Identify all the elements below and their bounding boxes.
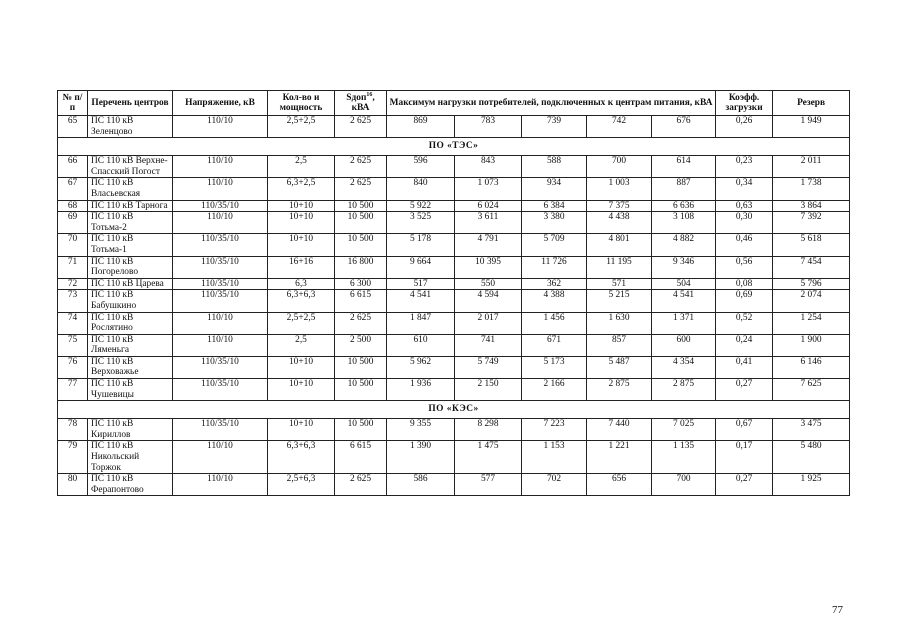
cell-load: 1 135 xyxy=(652,441,716,474)
cell-name: ПС 110 кВ Верховажье xyxy=(88,356,173,378)
cell-load: 588 xyxy=(522,156,587,178)
cell-load: 1 847 xyxy=(387,312,455,334)
section-title: ПО «ТЭС» xyxy=(58,138,850,156)
cell-num: 72 xyxy=(58,278,88,290)
cell-load: 1 456 xyxy=(522,312,587,334)
cell-load: 7 440 xyxy=(587,419,652,441)
cell-voltage: 110/35/10 xyxy=(173,278,268,290)
cell-load: 869 xyxy=(387,116,455,138)
cell-load: 5 173 xyxy=(522,356,587,378)
header-num: № п/п xyxy=(58,91,88,116)
cell-sdop: 2 625 xyxy=(335,116,387,138)
cell-load: 4 594 xyxy=(455,290,522,312)
header-name: Перечень центров xyxy=(88,91,173,116)
cell-reserve: 5 480 xyxy=(773,441,850,474)
cell-num: 70 xyxy=(58,234,88,256)
cell-reserve: 2 074 xyxy=(773,290,850,312)
cell-load: 7 223 xyxy=(522,419,587,441)
cell-coef: 0,26 xyxy=(716,116,773,138)
cell-coef: 0,46 xyxy=(716,234,773,256)
cell-num: 80 xyxy=(58,474,88,496)
cell-load: 700 xyxy=(587,156,652,178)
cell-load: 550 xyxy=(455,278,522,290)
cell-num: 78 xyxy=(58,419,88,441)
cell-load: 656 xyxy=(587,474,652,496)
cell-load: 586 xyxy=(387,474,455,496)
cell-name: ПС 110 кВ Тарнога xyxy=(88,200,173,212)
cell-load: 702 xyxy=(522,474,587,496)
cell-coef: 0,30 xyxy=(716,212,773,234)
cell-voltage: 110/35/10 xyxy=(173,256,268,278)
cell-coef: 0,56 xyxy=(716,256,773,278)
cell-sdop: 2 625 xyxy=(335,178,387,200)
header-max-load: Максимум нагрузки потребителей, подключенных к центрам питания, кВА xyxy=(387,91,716,116)
cell-num: 69 xyxy=(58,212,88,234)
cell-coef: 0,24 xyxy=(716,334,773,356)
cell-sdop: 6 615 xyxy=(335,441,387,474)
header-sdop-sup: 16 xyxy=(366,91,373,98)
table-row xyxy=(58,212,850,234)
cell-num: 74 xyxy=(58,312,88,334)
cell-sdop: 2 500 xyxy=(335,334,387,356)
cell-name: ПС 110 кВ Никольский Торжок xyxy=(88,441,173,474)
cell-load: 5 749 xyxy=(455,356,522,378)
header-row xyxy=(58,91,850,116)
cell-load: 840 xyxy=(387,178,455,200)
cell-load: 2 017 xyxy=(455,312,522,334)
cell-voltage: 110/10 xyxy=(173,474,268,496)
cell-load: 614 xyxy=(652,156,716,178)
cell-name: ПС 110 кВ Кириллов xyxy=(88,419,173,441)
cell-load: 843 xyxy=(455,156,522,178)
cell-load: 1 073 xyxy=(455,178,522,200)
cell-voltage: 110/35/10 xyxy=(173,234,268,256)
cell-load: 887 xyxy=(652,178,716,200)
cell-load: 739 xyxy=(522,116,587,138)
cell-load: 5 178 xyxy=(387,234,455,256)
section-title: ПО «КЭС» xyxy=(58,401,850,419)
cell-load: 4 791 xyxy=(455,234,522,256)
cell-name: ПС 110 кВ Зеленцово xyxy=(88,116,173,138)
header-sdop-tail: , кВА xyxy=(351,93,375,113)
cell-voltage: 110/10 xyxy=(173,441,268,474)
table-row xyxy=(58,441,850,474)
cell-coef: 0,23 xyxy=(716,156,773,178)
table-row xyxy=(58,200,850,212)
cell-voltage: 110/10 xyxy=(173,212,268,234)
section-row xyxy=(58,138,850,156)
cell-load: 5 487 xyxy=(587,356,652,378)
cell-load: 857 xyxy=(587,334,652,356)
header-voltage: Напряжение, кВ xyxy=(173,91,268,116)
cell-load: 6 024 xyxy=(455,200,522,212)
cell-voltage: 110/10 xyxy=(173,116,268,138)
cell-load: 577 xyxy=(455,474,522,496)
cell-load: 610 xyxy=(387,334,455,356)
cell-num: 71 xyxy=(58,256,88,278)
cell-load: 3 108 xyxy=(652,212,716,234)
cell-sdop: 10 500 xyxy=(335,419,387,441)
table-row xyxy=(58,256,850,278)
cell-load: 2 166 xyxy=(522,379,587,401)
cell-sdop: 10 500 xyxy=(335,212,387,234)
cell-load: 1 003 xyxy=(587,178,652,200)
cell-count: 10+10 xyxy=(268,379,335,401)
header-coef: Коэфф. загрузки xyxy=(716,91,773,116)
cell-load: 596 xyxy=(387,156,455,178)
load-table xyxy=(57,90,850,496)
table-row xyxy=(58,178,850,200)
cell-reserve: 1 254 xyxy=(773,312,850,334)
cell-coef: 0,69 xyxy=(716,290,773,312)
cell-load: 2 875 xyxy=(587,379,652,401)
cell-load: 4 354 xyxy=(652,356,716,378)
cell-load: 11 195 xyxy=(587,256,652,278)
cell-num: 67 xyxy=(58,178,88,200)
cell-voltage: 110/10 xyxy=(173,312,268,334)
cell-voltage: 110/10 xyxy=(173,178,268,200)
cell-reserve: 3 864 xyxy=(773,200,850,212)
cell-count: 6,3+6,3 xyxy=(268,290,335,312)
cell-coef: 0,63 xyxy=(716,200,773,212)
cell-load: 676 xyxy=(652,116,716,138)
cell-load: 1 221 xyxy=(587,441,652,474)
cell-load: 671 xyxy=(522,334,587,356)
cell-reserve: 2 011 xyxy=(773,156,850,178)
cell-load: 6 384 xyxy=(522,200,587,212)
cell-count: 2,5 xyxy=(268,334,335,356)
cell-num: 79 xyxy=(58,441,88,474)
cell-reserve: 7 454 xyxy=(773,256,850,278)
cell-load: 10 395 xyxy=(455,256,522,278)
cell-name: ПС 110 кВ Власьевская xyxy=(88,178,173,200)
cell-reserve: 7 392 xyxy=(773,212,850,234)
cell-voltage: 110/10 xyxy=(173,156,268,178)
cell-num: 66 xyxy=(58,156,88,178)
cell-reserve: 1 900 xyxy=(773,334,850,356)
table-row xyxy=(58,278,850,290)
cell-load: 742 xyxy=(587,116,652,138)
table-row xyxy=(58,156,850,178)
cell-voltage: 110/10 xyxy=(173,334,268,356)
cell-load: 3 525 xyxy=(387,212,455,234)
cell-reserve: 1 738 xyxy=(773,178,850,200)
cell-load: 1 153 xyxy=(522,441,587,474)
cell-coef: 0,27 xyxy=(716,379,773,401)
cell-count: 6,3 xyxy=(268,278,335,290)
cell-reserve: 1 925 xyxy=(773,474,850,496)
cell-sdop: 10 500 xyxy=(335,234,387,256)
cell-count: 16+16 xyxy=(268,256,335,278)
cell-name: ПС 110 кВ Верхне-Спасский Погост xyxy=(88,156,173,178)
cell-num: 77 xyxy=(58,379,88,401)
cell-load: 4 541 xyxy=(652,290,716,312)
cell-load: 362 xyxy=(522,278,587,290)
table-row xyxy=(58,356,850,378)
cell-name: ПС 110 кВ Тотьма-1 xyxy=(88,234,173,256)
cell-sdop: 2 625 xyxy=(335,312,387,334)
cell-count: 2,5+6,3 xyxy=(268,474,335,496)
cell-sdop: 6 300 xyxy=(335,278,387,290)
cell-num: 65 xyxy=(58,116,88,138)
cell-name: ПС 110 кВ Рослятино xyxy=(88,312,173,334)
cell-load: 2 150 xyxy=(455,379,522,401)
cell-sdop: 10 500 xyxy=(335,200,387,212)
page-number: 77 xyxy=(832,604,843,616)
cell-load: 783 xyxy=(455,116,522,138)
cell-coef: 0,34 xyxy=(716,178,773,200)
table-row xyxy=(58,116,850,138)
cell-load: 1 936 xyxy=(387,379,455,401)
cell-sdop: 10 500 xyxy=(335,379,387,401)
cell-coef: 0,08 xyxy=(716,278,773,290)
cell-load: 600 xyxy=(652,334,716,356)
cell-load: 4 388 xyxy=(522,290,587,312)
cell-coef: 0,17 xyxy=(716,441,773,474)
cell-coef: 0,27 xyxy=(716,474,773,496)
cell-load: 571 xyxy=(587,278,652,290)
cell-reserve: 5 618 xyxy=(773,234,850,256)
cell-count: 2,5+2,5 xyxy=(268,116,335,138)
cell-sdop: 2 625 xyxy=(335,156,387,178)
cell-load: 11 726 xyxy=(522,256,587,278)
cell-sdop: 2 625 xyxy=(335,474,387,496)
cell-sdop: 6 615 xyxy=(335,290,387,312)
cell-load: 7 375 xyxy=(587,200,652,212)
cell-name: ПС 110 кВ Тотьма-2 xyxy=(88,212,173,234)
cell-load: 1 475 xyxy=(455,441,522,474)
cell-count: 10+10 xyxy=(268,212,335,234)
cell-load: 3 380 xyxy=(522,212,587,234)
cell-reserve: 6 146 xyxy=(773,356,850,378)
cell-voltage: 110/35/10 xyxy=(173,356,268,378)
cell-load: 1 630 xyxy=(587,312,652,334)
cell-load: 4 882 xyxy=(652,234,716,256)
cell-load: 3 611 xyxy=(455,212,522,234)
cell-load: 9 355 xyxy=(387,419,455,441)
cell-load: 9 346 xyxy=(652,256,716,278)
cell-count: 2,5+2,5 xyxy=(268,312,335,334)
cell-load: 9 664 xyxy=(387,256,455,278)
cell-count: 10+10 xyxy=(268,356,335,378)
cell-name: ПС 110 кВ Царева xyxy=(88,278,173,290)
cell-load: 517 xyxy=(387,278,455,290)
table-row xyxy=(58,234,850,256)
cell-load: 4 438 xyxy=(587,212,652,234)
cell-reserve: 3 475 xyxy=(773,419,850,441)
cell-count: 10+10 xyxy=(268,234,335,256)
cell-count: 10+10 xyxy=(268,200,335,212)
cell-voltage: 110/35/10 xyxy=(173,379,268,401)
cell-name: ПС 110 кВ Ляменьга xyxy=(88,334,173,356)
cell-num: 73 xyxy=(58,290,88,312)
cell-reserve: 1 949 xyxy=(773,116,850,138)
table-row xyxy=(58,379,850,401)
table-row xyxy=(58,334,850,356)
cell-load: 504 xyxy=(652,278,716,290)
header-sdop xyxy=(335,91,387,116)
table-body xyxy=(58,116,850,496)
table-row xyxy=(58,290,850,312)
cell-load: 1 371 xyxy=(652,312,716,334)
cell-voltage: 110/35/10 xyxy=(173,419,268,441)
cell-load: 741 xyxy=(455,334,522,356)
header-sdop-main: Sдоп xyxy=(346,93,367,103)
cell-sdop: 16 800 xyxy=(335,256,387,278)
cell-sdop: 10 500 xyxy=(335,356,387,378)
cell-count: 2,5 xyxy=(268,156,335,178)
cell-coef: 0,41 xyxy=(716,356,773,378)
header-count: Кол-во и мощность xyxy=(268,91,335,116)
cell-count: 6,3+6,3 xyxy=(268,441,335,474)
cell-num: 68 xyxy=(58,200,88,212)
cell-name: ПС 110 кВ Чушевицы xyxy=(88,379,173,401)
section-row xyxy=(58,401,850,419)
cell-coef: 0,52 xyxy=(716,312,773,334)
cell-num: 76 xyxy=(58,356,88,378)
cell-name: ПС 110 кВ Бабушкино xyxy=(88,290,173,312)
cell-load: 4 801 xyxy=(587,234,652,256)
table-row xyxy=(58,312,850,334)
cell-load: 1 390 xyxy=(387,441,455,474)
table-row xyxy=(58,419,850,441)
cell-load: 700 xyxy=(652,474,716,496)
cell-load: 2 875 xyxy=(652,379,716,401)
cell-load: 6 636 xyxy=(652,200,716,212)
cell-voltage: 110/35/10 xyxy=(173,200,268,212)
cell-load: 7 025 xyxy=(652,419,716,441)
cell-num: 75 xyxy=(58,334,88,356)
cell-load: 5 709 xyxy=(522,234,587,256)
cell-count: 6,3+2,5 xyxy=(268,178,335,200)
cell-load: 8 298 xyxy=(455,419,522,441)
cell-coef: 0,67 xyxy=(716,419,773,441)
header-reserve: Резерв xyxy=(773,91,850,116)
cell-name: ПС 110 кВ Ферапонтово xyxy=(88,474,173,496)
table-row xyxy=(58,474,850,496)
cell-load: 5 215 xyxy=(587,290,652,312)
cell-name: ПС 110 кВ Погорелово xyxy=(88,256,173,278)
cell-voltage: 110/35/10 xyxy=(173,290,268,312)
cell-load: 5 922 xyxy=(387,200,455,212)
cell-count: 10+10 xyxy=(268,419,335,441)
cell-reserve: 7 625 xyxy=(773,379,850,401)
cell-reserve: 5 796 xyxy=(773,278,850,290)
cell-load: 934 xyxy=(522,178,587,200)
cell-load: 4 541 xyxy=(387,290,455,312)
cell-load: 5 962 xyxy=(387,356,455,378)
